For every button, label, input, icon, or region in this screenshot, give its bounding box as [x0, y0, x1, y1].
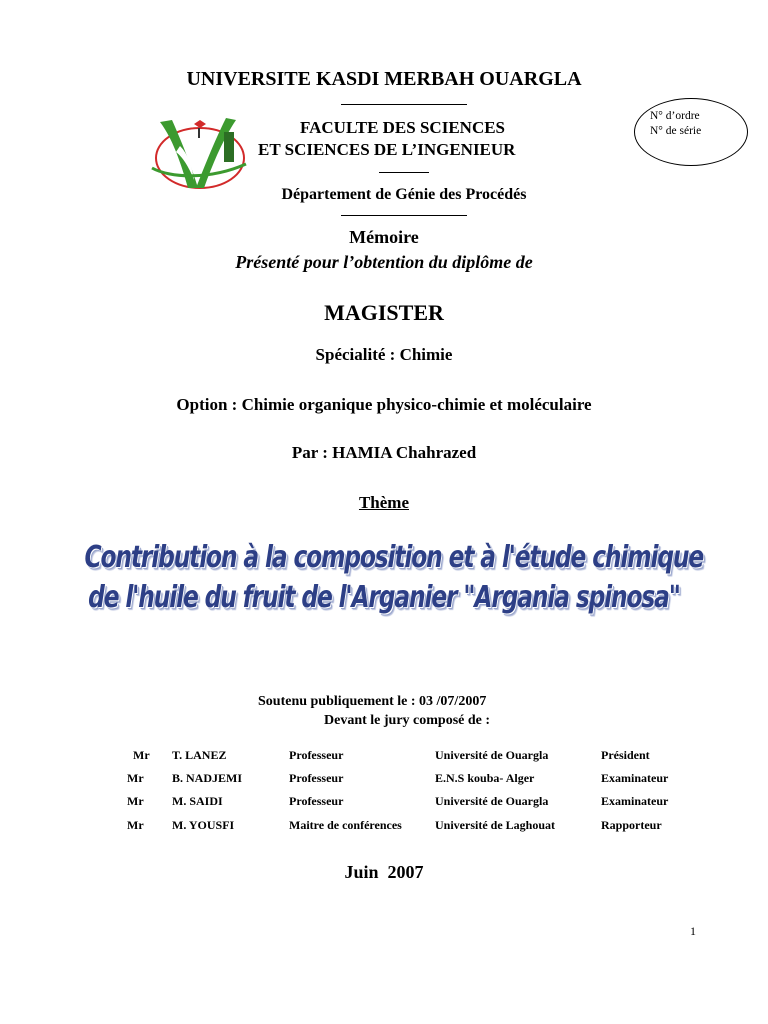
jury-institution: Université de Laghouat [435, 818, 555, 832]
thesis-title-line-1: Contribution à la composition et à l'étude chimique [84, 540, 704, 575]
thesis-title-line-2: de l'huile du fruit de l'Arganier "Argania spinosa" [88, 580, 680, 615]
jury-grade: Professeur [289, 748, 344, 762]
divider [341, 215, 467, 216]
department-name: Département de Génie des Procédés [281, 186, 527, 203]
jury-grade: Professeur [289, 794, 344, 808]
submission-date: Juin 2007 [344, 862, 424, 882]
jury-institution: Université de Ouargla [435, 794, 549, 808]
jury-role: Examinateur [601, 794, 669, 808]
defense-date: Soutenu publiquement le : 03 /07/2007 [258, 694, 487, 709]
jury-role: Président [601, 748, 650, 762]
university-name: UNIVERSITE KASDI MERBAH OUARGLA [186, 68, 582, 90]
degree-name: MAGISTER [324, 300, 444, 325]
document-purpose: Présenté pour l’obtention du diplôme de [235, 252, 533, 272]
series-number-label: N° de série [650, 125, 702, 137]
faculty-line-2: ET SCIENCES DE L’INGENIEUR [258, 140, 516, 159]
jury-title: Mr [127, 818, 144, 832]
theme-label: Thème [358, 493, 410, 512]
jury-title: Mr [127, 771, 144, 785]
jury-name: M. SAIDI [172, 794, 223, 808]
order-number-label: N° d’ordre [650, 110, 700, 122]
jury-title: Mr [127, 794, 144, 808]
option: Option : Chimie organique physico-chimie et moléculaire [176, 395, 592, 414]
thesis-title [0, 538, 768, 618]
page-number: 1 [690, 924, 696, 938]
jury-institution: E.N.S kouba- Alger [435, 771, 535, 785]
speciality: Spécialité : Chimie [315, 345, 453, 364]
jury-name: B. NADJEMI [172, 771, 243, 785]
jury-role: Rapporteur [601, 818, 662, 832]
jury-grade: Professeur [289, 771, 344, 785]
author: Par : HAMIA Chahrazed [291, 443, 477, 462]
jury-name: T. LANEZ [172, 748, 227, 762]
jury-role: Examinateur [601, 771, 669, 785]
jury-name: M. YOUSFI [172, 818, 235, 832]
jury-institution: Université de Ouargla [435, 748, 549, 762]
document-type: Mémoire [349, 227, 419, 247]
faculty-line-1: FACULTE DES SCIENCES [300, 118, 506, 137]
jury-grade: Maitre de conférences [289, 818, 402, 832]
divider [341, 104, 467, 105]
jury-intro: Devant le jury composé de : [324, 713, 491, 728]
jury-title: Mr [133, 748, 150, 762]
divider [379, 172, 429, 173]
